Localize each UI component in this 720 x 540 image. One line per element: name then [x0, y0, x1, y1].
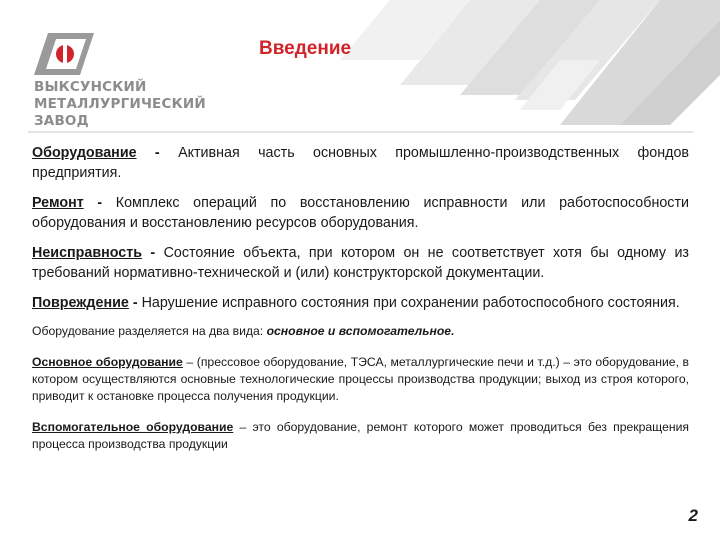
logo-text: [34, 79, 206, 130]
definition-text: Активная часть основных промышленно-производственных фондов предприятия.: [32, 145, 689, 181]
page-number: 2: [688, 506, 698, 525]
definition-text: Комплекс операций по восстановлению исправности или работоспособности оборудования и восстановлению ресурсов оборудования.: [32, 195, 689, 231]
definition-sep: -: [83, 195, 116, 211]
definition-text: Состояние объекта, при котором он не соответствует хотя бы одному из требований нормативно-технической и (или) конструкторской документации.: [32, 245, 689, 281]
definition-sep: -: [136, 145, 179, 161]
definition-item: [32, 243, 689, 283]
definition-item: [32, 143, 689, 183]
definition-term: Оборудование: [32, 145, 137, 161]
definition-item: [32, 193, 689, 233]
logo-mark-icon: [34, 33, 94, 75]
company-logo: [34, 33, 206, 133]
equipment-type-text: – (прессовое оборудование, ТЭСА, металлургические печи и т.д.) – это оборудование, в котором осуществляются основные технологические процессы производства продукции; выход из строя которого, приводит к остановке процесса получения продукции.: [32, 355, 690, 403]
definition-item: [32, 293, 689, 313]
logo-line: МЕТАЛЛУРГИЧЕСКИЙ: [34, 96, 206, 112]
slide-title: Введение: [259, 38, 352, 59]
definition-sep: -: [142, 245, 164, 261]
divider: [28, 131, 693, 133]
definition-text: Нарушение исправного состояния при сохранении работоспособного состояния.: [141, 295, 680, 311]
intro-text: Оборудование разделяется на два вида:: [32, 324, 267, 338]
intro-line: [32, 323, 689, 340]
equipment-type-term: Основное оборудование: [32, 355, 183, 369]
definition-term: Ремонт: [32, 195, 84, 211]
definition-term: Неисправность: [32, 245, 143, 261]
equipment-type-item: [32, 354, 689, 405]
equipment-type-item: [32, 419, 689, 453]
equipment-type-term: Вспомогательное оборудование: [32, 420, 234, 434]
equipment-type-text: – это оборудование, ремонт которого может проводиться без прекращения процесса производства продукции: [32, 420, 689, 451]
logo-line: ЗАВОД: [34, 113, 89, 129]
definition-sep: -: [128, 295, 142, 311]
definition-term: Повреждение: [32, 295, 129, 311]
intro-emphasis: основное и вспомогательное.: [266, 324, 455, 338]
content: [32, 143, 689, 467]
logo-line: ВЫКСУНСКИЙ: [34, 79, 147, 95]
